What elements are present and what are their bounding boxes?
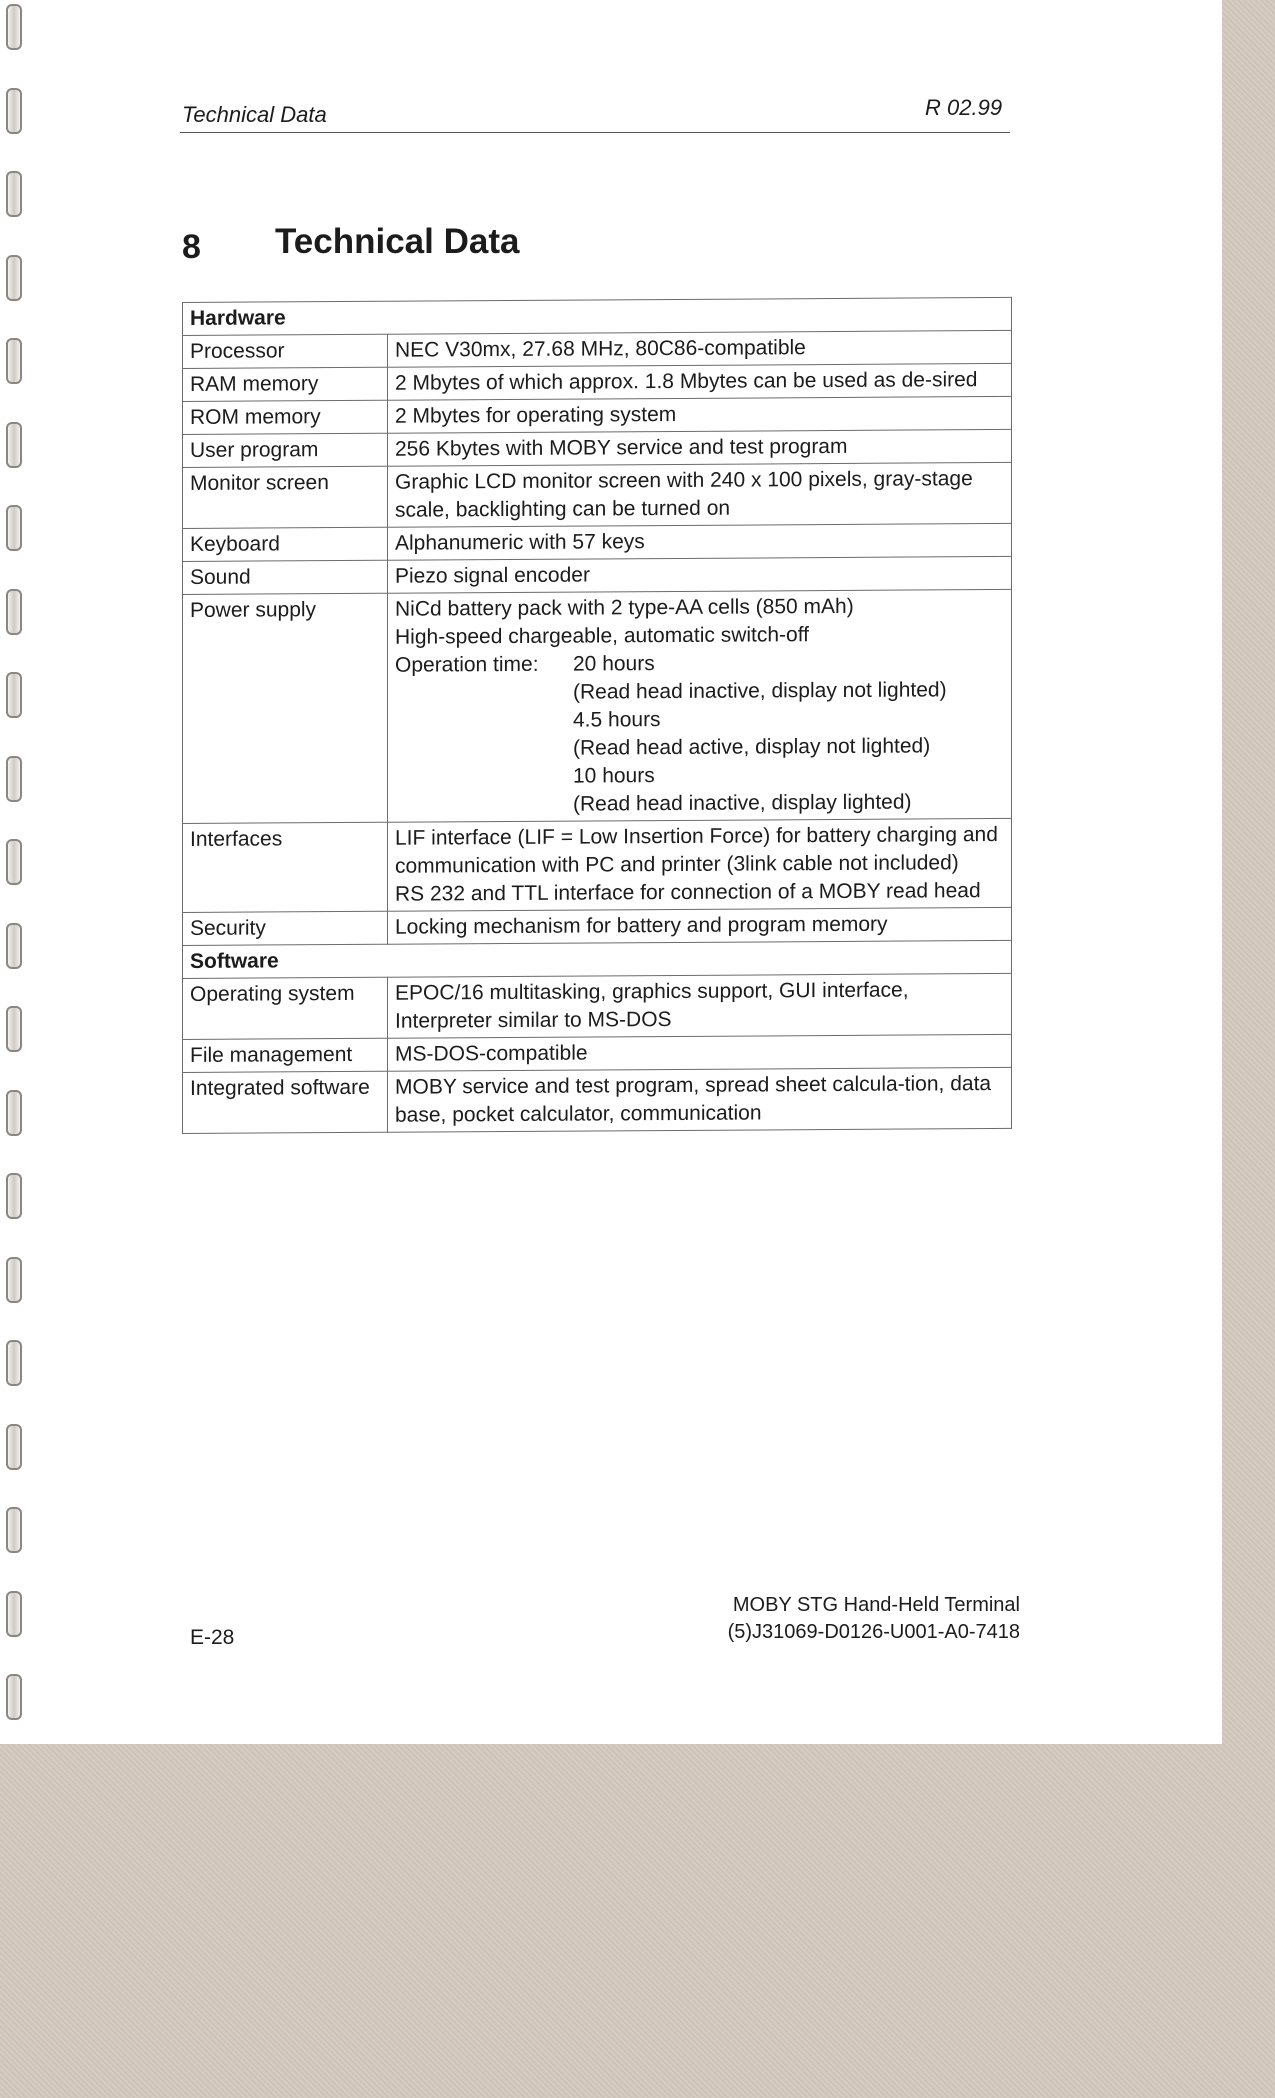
binding-ring — [6, 1340, 22, 1386]
software-heading-row — [183, 940, 1012, 978]
binding-ring — [6, 1674, 22, 1720]
table-row — [183, 1067, 1012, 1133]
row-value: NEC V30mx, 27.68 MHz, 80C86-compatible — [388, 330, 1012, 367]
row-label: Security — [183, 911, 388, 945]
operation-time-line — [395, 648, 1004, 680]
binding-ring — [6, 505, 22, 551]
row-label: Processor — [183, 334, 388, 368]
power-line-battery: NiCd battery pack with 2 type-AA cells (850 mAh) — [395, 594, 854, 621]
table-row — [183, 589, 1012, 823]
table-row — [183, 363, 1012, 401]
running-header-revision: R 02.99 — [925, 95, 1003, 120]
hardware-heading: Hardware — [183, 297, 1012, 335]
row-label: User program — [183, 433, 388, 467]
row-label: Interfaces — [183, 822, 388, 912]
row-value: 2 Mbytes for operating system — [388, 396, 1012, 433]
software-heading: Software — [183, 940, 1012, 978]
table-row — [183, 1034, 1012, 1072]
table-row — [183, 462, 1012, 528]
binding-ring — [6, 589, 22, 635]
operation-time-label: Operation time: — [395, 652, 539, 677]
page-number: E-28 — [190, 1626, 235, 1649]
section-number: 8 — [182, 228, 201, 266]
section-title: Technical Data — [275, 222, 520, 261]
row-value: Graphic LCD monitor screen with 240 x 100 pixels, gray-stage scale, backlighting can be turned on — [388, 462, 1012, 527]
table-row — [183, 330, 1012, 368]
binding-ring — [6, 1591, 22, 1637]
binding-ring — [6, 1090, 22, 1136]
row-label: Operating system — [183, 977, 388, 1039]
binding-ring — [6, 839, 22, 885]
power-supply-value — [388, 589, 1012, 822]
row-value: MOBY service and test program, spread sheet calcula-tion, data base, pocket calculator, communication — [388, 1067, 1012, 1132]
power-line-charge: High-speed chargeable, automatic switch-off — [395, 623, 810, 649]
table-row — [183, 396, 1012, 434]
row-value: 2 Mbytes of which approx. 1.8 Mbytes can be used as de-sired — [388, 363, 1012, 400]
footer-product-name: MOBY STG Hand-Held Terminal — [732, 1594, 1020, 1616]
row-label: Power supply — [183, 593, 388, 823]
binding-ring — [6, 338, 22, 384]
binding-ring — [6, 255, 22, 301]
interfaces-line-rs232: RS 232 and TTL interface for connection of a MOBY read head — [395, 879, 981, 906]
header-rule — [180, 132, 1010, 133]
operation-time-note: (Read head inactive, display lighted) — [573, 790, 912, 816]
operation-time-value: 4.5 hours — [573, 708, 661, 732]
row-value: EPOC/16 multitasking, graphics support, GUI interface, Interpreter similar to MS-DOS — [388, 973, 1012, 1038]
row-value: 256 Kbytes with MOBY service and test program — [388, 429, 1012, 466]
technical-data-table — [182, 297, 1012, 1134]
operation-time-value: 20 hours — [573, 652, 655, 676]
binding-ring — [6, 1173, 22, 1219]
table-row — [183, 429, 1012, 467]
binding-ring — [6, 923, 22, 969]
binding-ring — [6, 4, 22, 50]
footer-document-code: (5)J31069-D0126-U001-A0-7418 — [727, 1621, 1020, 1643]
interfaces-value — [388, 818, 1012, 911]
binding-ring — [6, 171, 22, 217]
row-label: ROM memory — [183, 400, 388, 434]
binding-ring — [6, 1424, 22, 1470]
operation-time-value: 10 hours — [573, 764, 655, 788]
binding-ring — [6, 1257, 22, 1303]
spiral-binding — [4, 0, 26, 1744]
binding-ring — [6, 88, 22, 134]
row-value: Alphanumeric with 57 keys — [388, 523, 1012, 560]
table-row — [183, 556, 1012, 594]
binding-ring — [6, 1006, 22, 1052]
row-value: MS-DOS-compatible — [388, 1034, 1012, 1071]
running-header-title: Technical Data — [182, 102, 327, 127]
row-value: Locking mechanism for battery and program memory — [388, 907, 1012, 944]
row-label: Keyboard — [183, 527, 388, 561]
binding-ring — [6, 756, 22, 802]
row-label: File management — [183, 1038, 388, 1072]
row-label: Integrated software — [183, 1071, 388, 1133]
footer-product-info — [700, 1592, 1020, 1646]
table-row — [183, 907, 1012, 945]
row-value: Piezo signal encoder — [388, 556, 1012, 593]
operation-time-note: (Read head inactive, display not lighted) — [573, 678, 947, 704]
binding-ring — [6, 1507, 22, 1553]
operation-time-note: (Read head active, display not lighted) — [573, 734, 931, 760]
row-label: Sound — [183, 560, 388, 594]
row-label: Monitor screen — [183, 466, 388, 528]
table-row — [183, 818, 1012, 912]
binding-ring — [6, 422, 22, 468]
table-row — [183, 523, 1012, 561]
interfaces-line-lif: LIF interface (LIF = Low Insertion Force) for battery charging and communication with PC and printer (3link cable not included) — [395, 823, 998, 878]
binding-ring — [6, 672, 22, 718]
row-label: RAM memory — [183, 367, 388, 401]
table-row — [183, 973, 1012, 1039]
hardware-heading-row — [183, 297, 1012, 335]
